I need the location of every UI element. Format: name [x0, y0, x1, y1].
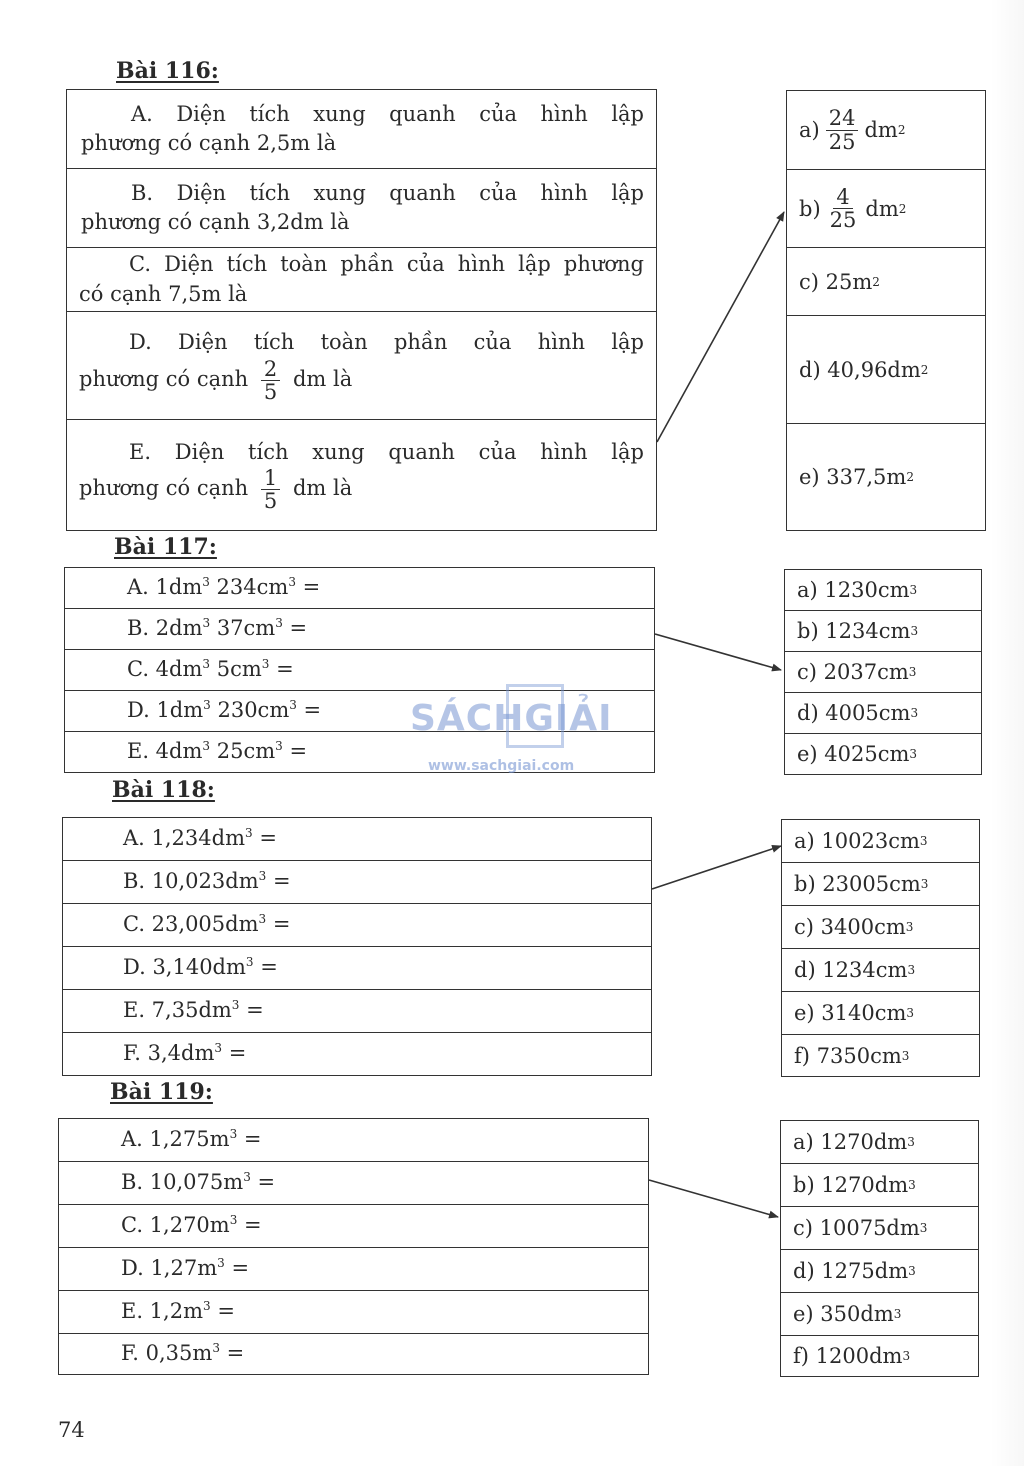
ex118-item-e-text: E. $7,35dm^3$ = — [123, 998, 264, 1023]
ex116-item-a-line1: A. Diện tích xung quanh của hình lập — [131, 101, 644, 126]
ex119-item-c-text: C. $1,270m^3$ = — [121, 1213, 262, 1238]
answer-text: d) 4005cm — [797, 701, 911, 725]
ex118-item-b — [63, 861, 651, 904]
arrow-117 — [655, 634, 781, 670]
ex119-item-c — [59, 1205, 648, 1248]
fraction-numerator: 2 — [261, 358, 280, 381]
ex117-item-d-text: D. $1dm^3$ $230cm^3$ = — [127, 698, 322, 723]
answer-text: a) 1230cm — [797, 578, 910, 602]
answer-text: b) 23005cm — [794, 872, 921, 896]
answer-label: b) — [799, 196, 821, 221]
answer-text: e) 350dm — [793, 1302, 894, 1326]
ex119-item-f-text: F. $0,35m^3$ = — [121, 1341, 245, 1366]
ex116-item-e — [67, 420, 656, 530]
ex119-item-a-text: A. $1,275m^3$ = — [121, 1127, 262, 1152]
ex119-item-b-text: B. $10,075m^3$ = — [121, 1170, 276, 1195]
ex118-item-a — [63, 818, 651, 861]
ex117-answer-a: a) 1230cm 3 — [785, 570, 981, 611]
exercise-118-heading: Bài 118: — [112, 777, 215, 803]
ex118-answer-f: f) 7350cm 3 — [794, 1043, 910, 1068]
ex116-item-d-suffix: dm là — [292, 366, 353, 391]
answer-text: e) 4025cm — [797, 742, 910, 766]
answer-text: a) 1270dm — [793, 1130, 908, 1154]
page-number: 74 — [58, 1418, 85, 1442]
ex118-item-f-text: F. $3,4dm^3$ = — [123, 1041, 247, 1066]
ex119-answer-a: a) 1270dm 3 — [781, 1121, 978, 1164]
exercise-116-left-column — [66, 89, 657, 531]
watermark-url: www.sachgiai.com — [428, 758, 575, 774]
answer-text: c) 2037cm — [797, 660, 909, 684]
ex118-item-e — [63, 990, 651, 1033]
ex116-item-d-line2 — [79, 356, 353, 404]
ex116-answer-d: d) 40,96dm 2 — [787, 316, 985, 424]
ex116-answer-e: e) 337,5m 2 — [799, 465, 914, 489]
ex116-item-d-prefix: phương có cạnh — [79, 366, 249, 391]
answer-label: a) — [799, 118, 820, 142]
exercise-118-right-column — [781, 819, 980, 1077]
ex119-item-f — [59, 1334, 648, 1374]
watermark-logo — [410, 684, 620, 784]
ex118-item-b-text: B. $10,023dm^3$ = — [123, 869, 291, 894]
ex118-item-d — [63, 947, 651, 990]
answer-text: f) 7350cm — [794, 1043, 902, 1068]
fraction-denominator: 25 — [829, 208, 857, 232]
watermark-brand: SÁCHGIẢI — [410, 698, 613, 739]
answer-text: d) 40,96dm — [799, 357, 921, 382]
ex118-answer-a: a) 10023cm 3 — [782, 820, 979, 863]
answer-text: c) 3400cm — [794, 915, 906, 939]
ex118-answer-e: e) 3140cm 3 — [782, 992, 979, 1035]
ex117-item-c-text: C. $4dm^3$ $5cm^3$ = — [127, 657, 294, 682]
ex117-answer-b: b) 1234cm 3 — [785, 611, 981, 652]
ex116-item-b — [67, 169, 656, 248]
ex117-answer-e: e) 4025cm 3 — [797, 742, 918, 766]
ex119-answer-b: b) 1270dm 3 — [781, 1164, 978, 1207]
fraction-4-25 — [827, 186, 860, 231]
fraction-numerator: 24 — [826, 107, 859, 130]
ex116-item-b-line2: phương có cạnh 3,2dm là — [81, 210, 350, 234]
ex116-item-e-line2 — [79, 466, 353, 514]
ex117-item-b-text: B. $2dm^3$ $37cm^3$ = — [127, 616, 308, 641]
exercise-119-heading: Bài 119: — [110, 1079, 213, 1105]
ex117-item-e-text: E. $4dm^3$ $25cm^3$ = — [127, 739, 308, 764]
fraction-denominator: 5 — [263, 489, 278, 514]
exercise-117-heading: Bài 117: — [114, 534, 217, 560]
ex116-item-d-line1: D. Diện tích toàn phần của hình lập — [129, 330, 644, 355]
exercise-119-right-column — [780, 1120, 979, 1377]
ex117-item-a — [65, 568, 654, 609]
arrow-116 — [657, 212, 784, 442]
answer-text: e) 3140cm — [794, 1001, 907, 1025]
ex118-answer-b: b) 23005cm 3 — [782, 863, 979, 906]
ex119-answer-f: f) 1200dm 3 — [793, 1344, 911, 1368]
answer-unit: dm — [864, 118, 898, 142]
ex118-item-a-text: A. $1,234dm^3$ = — [123, 826, 277, 851]
arrow-118 — [652, 846, 781, 889]
answer-text: c) 10075dm — [793, 1216, 920, 1240]
exercise-116-right-column — [786, 90, 986, 531]
arrow-119 — [649, 1180, 778, 1217]
fraction-24-25 — [826, 107, 859, 152]
answer-text: b) 1234cm — [797, 619, 911, 643]
ex116-item-e-suffix: dm là — [292, 476, 353, 501]
ex119-item-e — [59, 1291, 648, 1334]
ex119-item-d — [59, 1248, 648, 1291]
answer-text: d) 1275dm — [793, 1259, 909, 1283]
exercise-116-heading: Bài 116: — [116, 58, 219, 84]
ex116-item-b-line1: B. Diện tích xung quanh của hình lập — [131, 180, 644, 205]
ex119-item-a — [59, 1119, 648, 1162]
ex117-item-a-text: A. $1dm^3$ $234cm^3$ = — [127, 575, 321, 600]
answer-text: f) 1200dm — [793, 1344, 903, 1368]
fraction-denominator: 5 — [263, 379, 278, 404]
ex118-item-f — [63, 1033, 651, 1075]
ex119-item-e-text: E. $1,2m^3$ = — [121, 1299, 235, 1324]
fraction-numerator: 4 — [833, 186, 852, 209]
answer-text: d) 1234cm — [794, 958, 908, 982]
ex116-item-a — [67, 90, 656, 169]
ex118-item-c — [63, 904, 651, 947]
answer-text: a) 10023cm — [794, 829, 920, 853]
ex117-item-b — [65, 609, 654, 650]
answer-unit: dm — [865, 196, 899, 221]
exercise-117-right-column — [784, 569, 982, 775]
ex118-item-d-text: D. $3,140dm^3$ = — [123, 955, 278, 980]
ex118-answer-c: c) 3400cm 3 — [782, 906, 979, 949]
fraction-numerator: 1 — [261, 467, 280, 490]
fraction-two-fifths — [261, 358, 280, 403]
ex119-answer-c: c) 10075dm 3 — [781, 1207, 978, 1250]
ex117-answer-d: d) 4005cm 3 — [785, 693, 981, 734]
ex119-item-d-text: D. $1,27m^3$ = — [121, 1256, 250, 1281]
ex116-item-e-prefix: phương có cạnh — [79, 476, 249, 501]
ex116-item-c-line1: C. Diện tích toàn phần của hình lập phương — [129, 252, 644, 277]
ex118-item-c-text: C. $23,005dm^3$ = — [123, 912, 291, 937]
ex116-item-d — [67, 312, 656, 420]
answer-text: e) 337,5m — [799, 465, 907, 489]
ex116-answer-c: c) 25m 2 — [787, 248, 985, 316]
ex116-answer-b: b) $\frac{4}{25}$ dm 2 — [787, 170, 985, 248]
exercise-118-left-column — [62, 817, 652, 1076]
ex117-answer-c: c) 2037cm 3 — [785, 652, 981, 693]
ex116-answer-a: a) $\frac{24}{25}$ dm 2 — [787, 91, 985, 170]
ex116-item-c-line2: có cạnh 7,5m là — [79, 281, 248, 306]
ex116-item-a-line2: phương có cạnh 2,5m là — [81, 131, 337, 155]
ex116-item-e-line1: E. Diện tích xung quanh của hình lập — [129, 439, 644, 464]
ex119-item-b — [59, 1162, 648, 1205]
ex116-item-c — [67, 248, 656, 312]
fraction-one-fifth — [261, 467, 280, 512]
ex119-answer-d: d) 1275dm 3 — [781, 1250, 978, 1293]
ex118-answer-d: d) 1234cm 3 — [782, 949, 979, 992]
answer-text: b) 1270dm — [793, 1173, 909, 1197]
ex119-answer-e: e) 350dm 3 — [781, 1293, 978, 1336]
answer-text: c) 25m — [799, 269, 873, 294]
fraction-denominator: 25 — [828, 129, 856, 154]
exercise-119-left-column — [58, 1118, 649, 1375]
page-edge-shadow — [990, 0, 1024, 1466]
